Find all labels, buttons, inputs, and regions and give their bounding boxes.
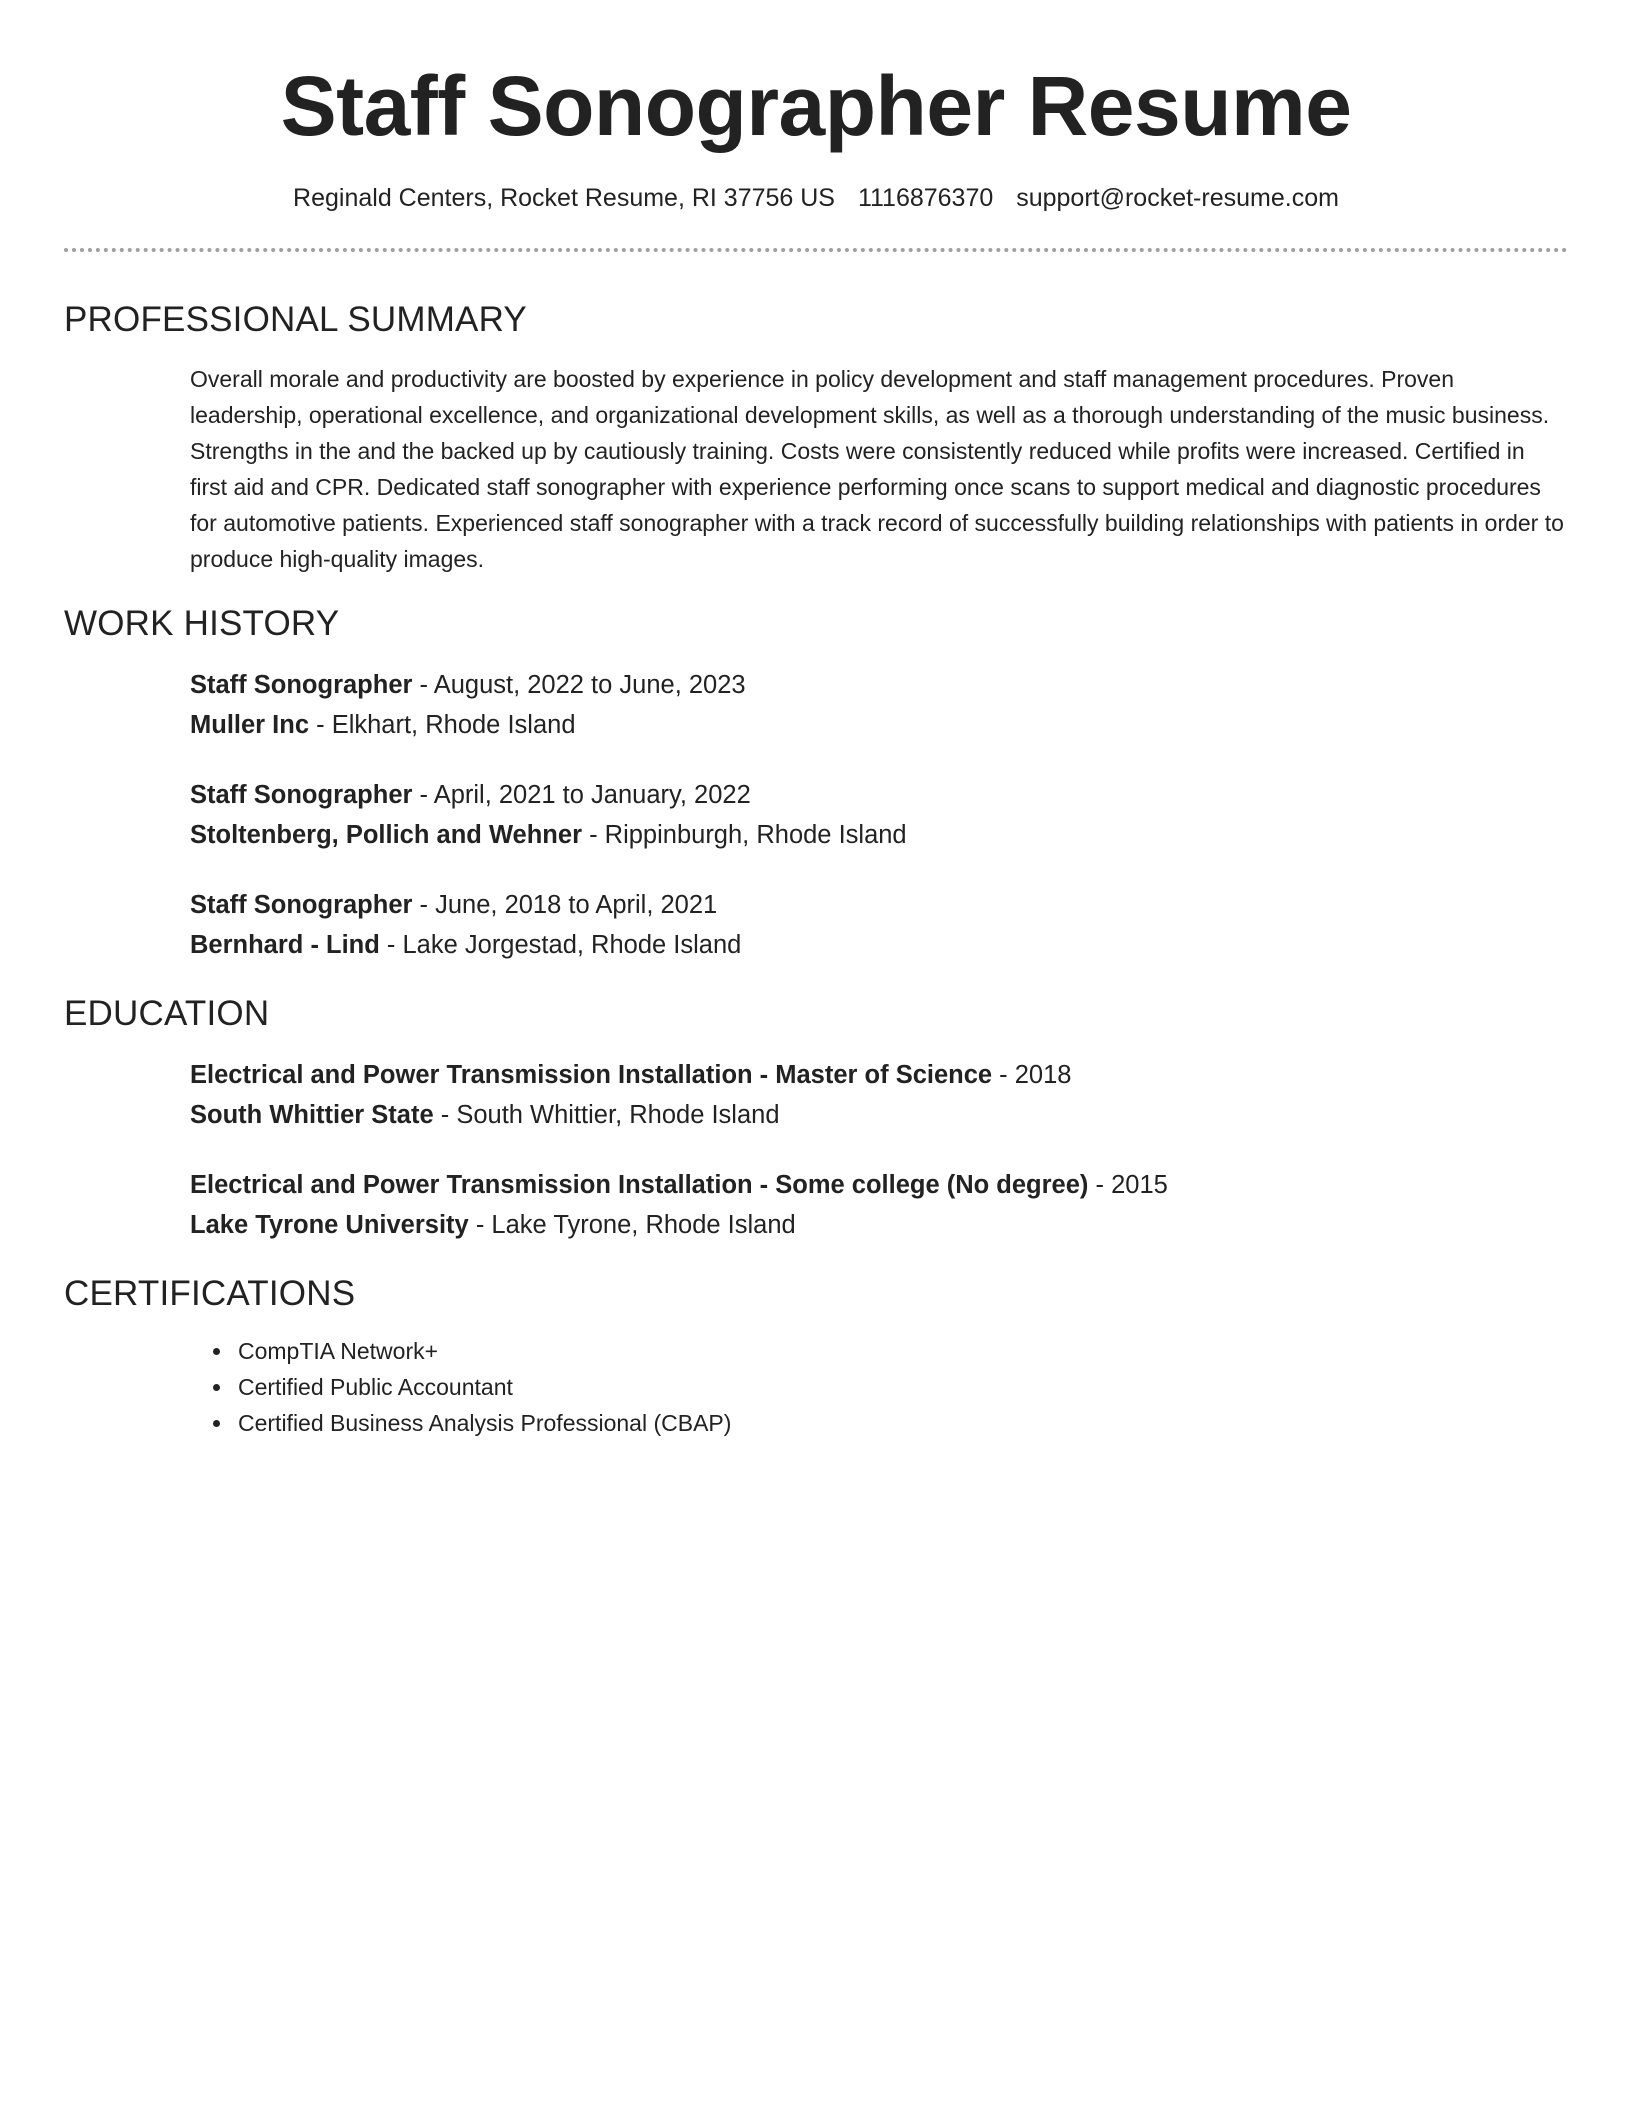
resume-title: Staff Sonographer Resume [280,59,1352,153]
education-school: Lake Tyrone University [190,1211,469,1239]
education-location: - Lake Tyrone, Rhode Island [468,1211,796,1239]
education-entry [190,1055,1568,1135]
work-dates: - August, 2022 to June, 2023 [412,671,746,699]
work-location: - Rippinburgh, Rhode Island [582,821,907,849]
work-dates: - June, 2018 to April, 2021 [412,891,718,919]
education-school: South Whittier State [190,1101,434,1129]
section-title-summary: PROFESSIONAL SUMMARY [64,300,527,339]
work-role: Staff Sonographer [190,781,413,809]
work-company: Muller Inc [190,711,310,739]
header-divider [64,248,1568,252]
education-year: - 2015 [1088,1171,1168,1199]
certification-item: • Certified Public Accountant [234,1369,1568,1405]
work-dates: - April, 2021 to January, 2022 [412,781,751,809]
work-entry-company-line [190,705,1568,745]
work-entry-company-line [190,815,1568,855]
contact-email: support@rocket-resume.com [1016,184,1339,212]
education-degree-line [190,1165,1568,1205]
education-degree: Electrical and Power Transmission Installation - Some college (No degree) [190,1171,1089,1199]
work-entry-role-line [190,885,1568,925]
work-location: - Lake Jorgestad, Rhode Island [379,931,742,959]
certification-item: • CompTIA Network+ [234,1333,1568,1369]
work-entry-role-line [190,665,1568,705]
work-role: Staff Sonographer [190,671,413,699]
education-list [190,1055,1568,1245]
work-entry [190,775,1568,855]
section-title-certifications: CERTIFICATIONS [64,1274,356,1313]
work-location: - Elkhart, Rhode Island [309,711,576,739]
work-role: Staff Sonographer [190,891,413,919]
work-history-list [190,665,1568,965]
contact-address: Reginald Centers, Rocket Resume, RI 37756 US [293,184,835,212]
education-degree: Electrical and Power Transmission Installation - Master of Science [190,1061,993,1089]
section-title-work-history: WORK HISTORY [64,604,340,643]
summary-text: Overall morale and productivity are boosted by experience in policy development and staff management procedures. Proven leadership, operational excellence, and organizational development skills, as well as a thorough understanding of the music business. Strengths in the and the backed up by cautiously training. Costs were consistently reduced while profits were increased. Certified in first aid and CPR. Dedicated staff sonographer with experience performing once scans to support medical and diagnostic procedures for automotive patients. Experienced staff sonographer with a track record of successfully building relationships with patients in order to produce high-quality images. [190,366,1564,572]
work-entry [190,885,1568,965]
certification-item: • Certified Business Analysis Professional (CBAP) [234,1405,1568,1441]
work-company: Stoltenberg, Pollich and Wehner [190,821,582,849]
work-entry-company-line [190,925,1568,965]
education-school-line [190,1205,1568,1245]
certifications-list [64,1333,1568,1441]
work-company: Bernhard - Lind [190,931,380,959]
education-location: - South Whittier, Rhode Island [433,1101,780,1129]
education-degree-line [190,1055,1568,1095]
education-school-line [190,1095,1568,1135]
education-year: - 2018 [992,1061,1072,1089]
work-entry [190,665,1568,745]
resume-page [64,0,1568,1441]
contact-line [64,182,1568,214]
section-title-education: EDUCATION [64,994,270,1033]
education-entry [190,1165,1568,1245]
contact-phone: 1116876370 [857,184,994,212]
work-entry-role-line [190,775,1568,815]
